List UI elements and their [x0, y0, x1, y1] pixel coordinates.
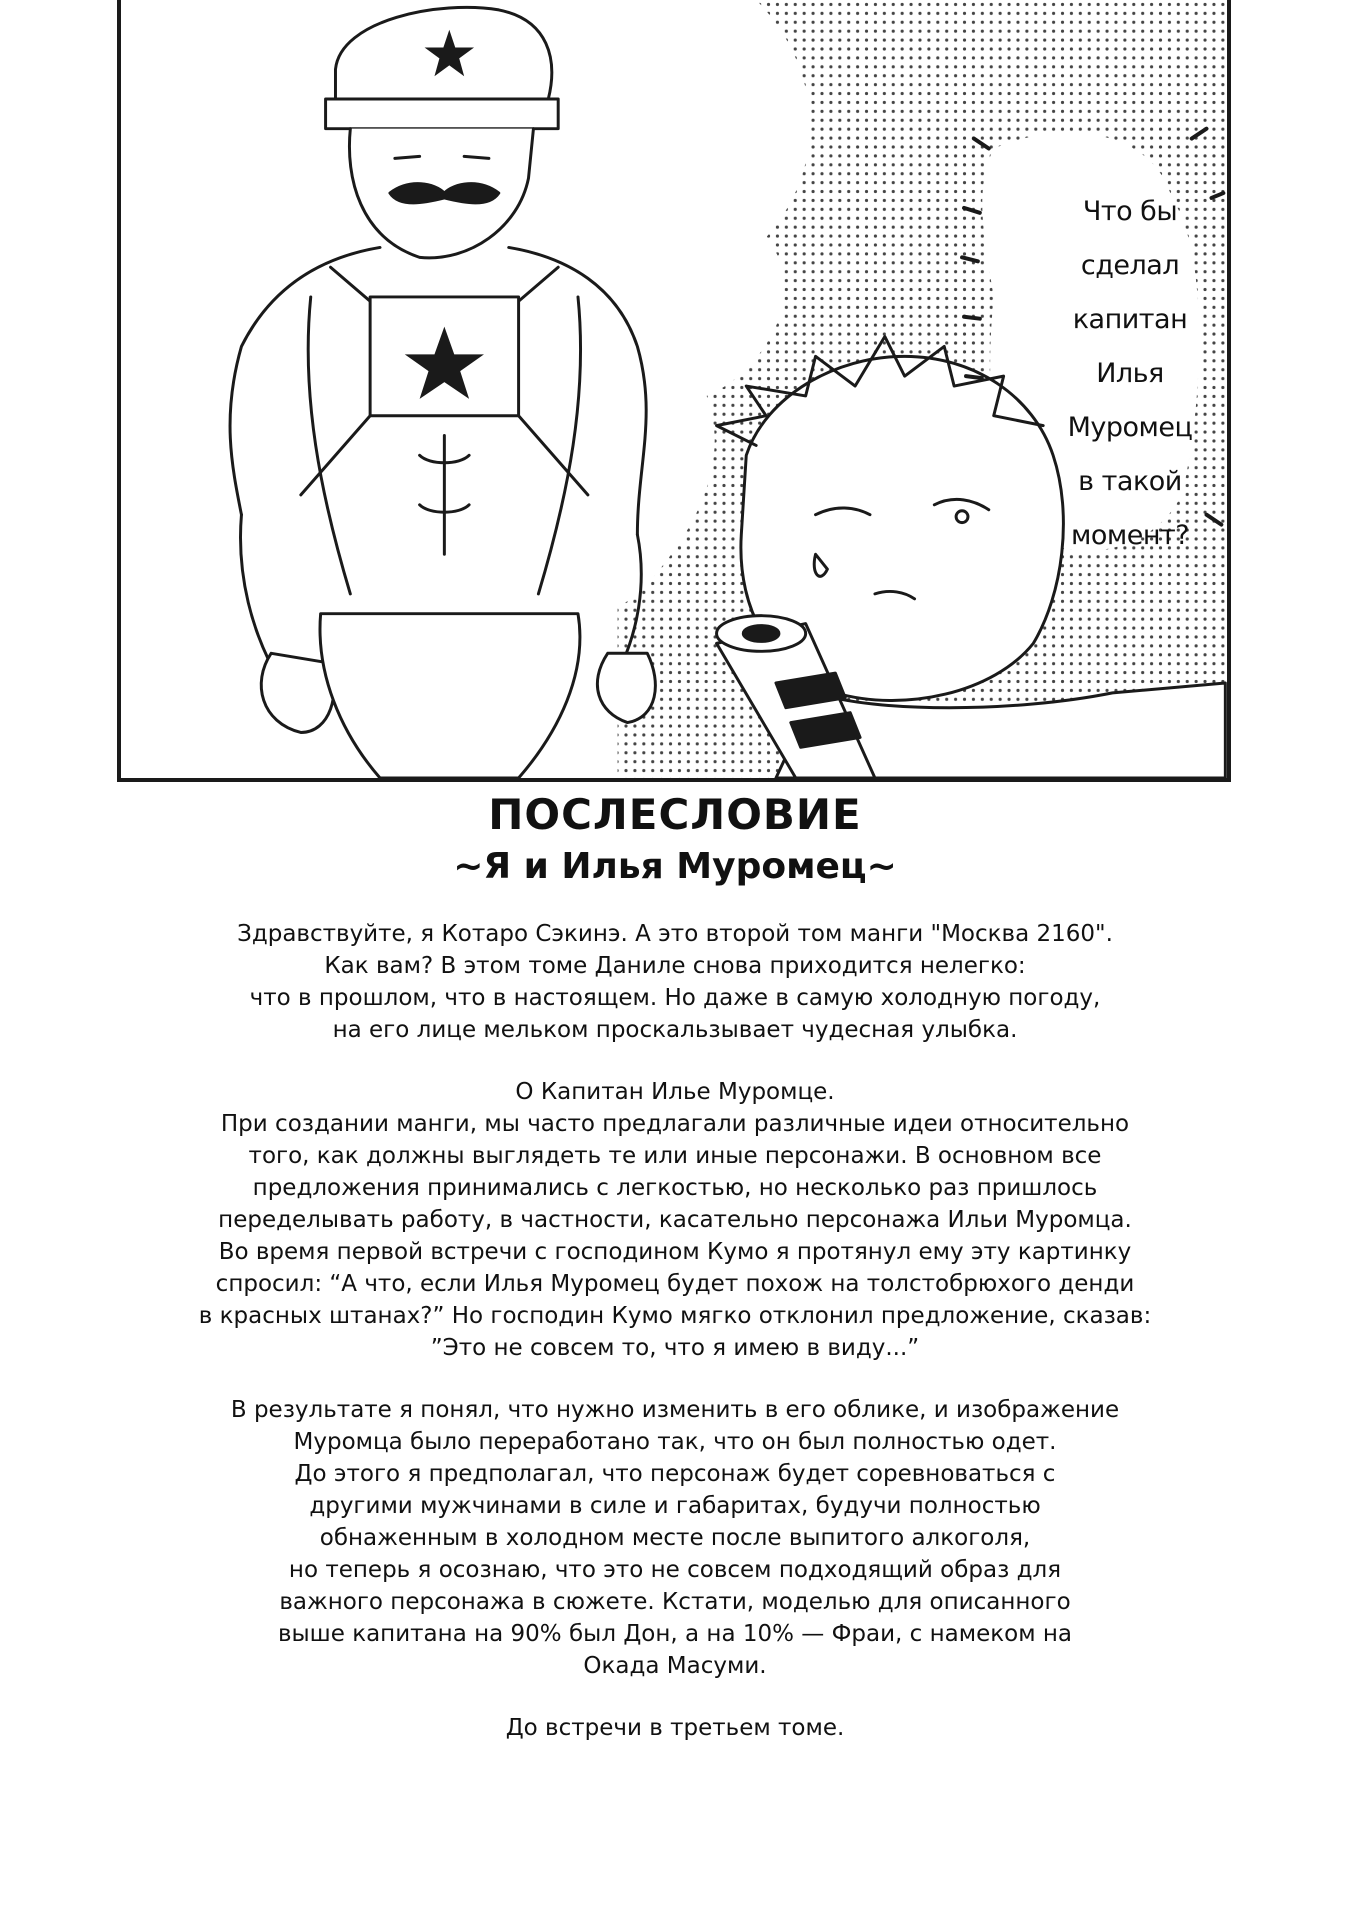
- text-line: Окада Масуми.: [583, 1653, 767, 1679]
- bubble-line: в такой: [1078, 466, 1182, 497]
- paragraph-farewell: [80, 1712, 1270, 1744]
- text-line: При создании манги, мы часто предлагали различные идеи относительно: [220, 1111, 1130, 1137]
- text-line: переделывать работу, в частности, касательно персонажа Ильи Муромца.: [218, 1207, 1132, 1233]
- text-line: в красных штанах?” Но господин Кумо мягко отклонил предложение, сказав:: [198, 1303, 1152, 1329]
- text-line: на его лице мельком проскальзывает чудесная улыбка.: [332, 1017, 1018, 1043]
- text-line: спросил: “А что, если Илья Муромец будет похож на толстобрюхого денди: [215, 1271, 1135, 1297]
- bubble-line: Муромец: [1067, 412, 1193, 443]
- text-line: но теперь я осознаю, что это не совсем подходящий образ для: [288, 1557, 1062, 1583]
- bubble-line: Илья: [1096, 358, 1164, 389]
- text-line: В результате я понял, что нужно изменить в его облике, и изображение: [230, 1397, 1120, 1423]
- text-line: другими мужчинами в силе и габаритах, будучи полностью: [309, 1493, 1041, 1519]
- text-line: О Капитан Илье Муромце.: [515, 1079, 835, 1105]
- bubble-line: капитан: [1072, 304, 1188, 335]
- afterword-subtitle: ~Я и Илья Муромец~: [453, 846, 897, 887]
- speech-bubble-text: [1055, 185, 1205, 563]
- text-line: того, как должны выглядеть те или иные персонажи. В основном все: [248, 1143, 1102, 1169]
- bubble-line: момент?: [1070, 520, 1190, 551]
- text-line: что в прошлом, что в настоящем. Но даже в самую холодную погоду,: [249, 985, 1101, 1011]
- afterword-title: ПОСЛЕСЛОВИЕ: [488, 790, 862, 839]
- paragraph-captain: [80, 1076, 1270, 1364]
- text-line: До этого я предполагал, что персонаж будет соревноваться с: [294, 1461, 1056, 1487]
- text-line: предложения принимались с легкостью, но несколько раз пришлось: [252, 1175, 1098, 1201]
- bubble-line: сделал: [1080, 250, 1180, 281]
- afterword-body: [80, 918, 1270, 1744]
- text-line: ”Это не совсем то, что я имею в виду...”: [430, 1335, 920, 1361]
- bubble-line: Что бы: [1082, 196, 1178, 227]
- text-line: Во время первой встречи с господином Кумо я протянул ему эту картинку: [218, 1239, 1132, 1265]
- text-line: До встречи в третьем томе.: [505, 1715, 845, 1741]
- paragraph-greeting: [80, 918, 1270, 1046]
- text-line: Муромца было переработано так, что он был полностью одет.: [293, 1429, 1057, 1455]
- text-line: важного персонажа в сюжете. Кстати, моделью для описанного: [279, 1589, 1071, 1615]
- paragraph-result: [80, 1394, 1270, 1682]
- text-line: Как вам? В этом томе Даниле снова приходится нелегко:: [324, 953, 1026, 979]
- text-line: выше капитана на 90% был Дон, а на 10% — Фраи, с намеком на: [277, 1621, 1073, 1647]
- text-line: обнаженным в холодном месте после выпитого алкоголя,: [319, 1525, 1031, 1551]
- text-line: Здравствуйте, я Котаро Сэкинэ. А это второй том манги "Москва 2160".: [237, 921, 1113, 947]
